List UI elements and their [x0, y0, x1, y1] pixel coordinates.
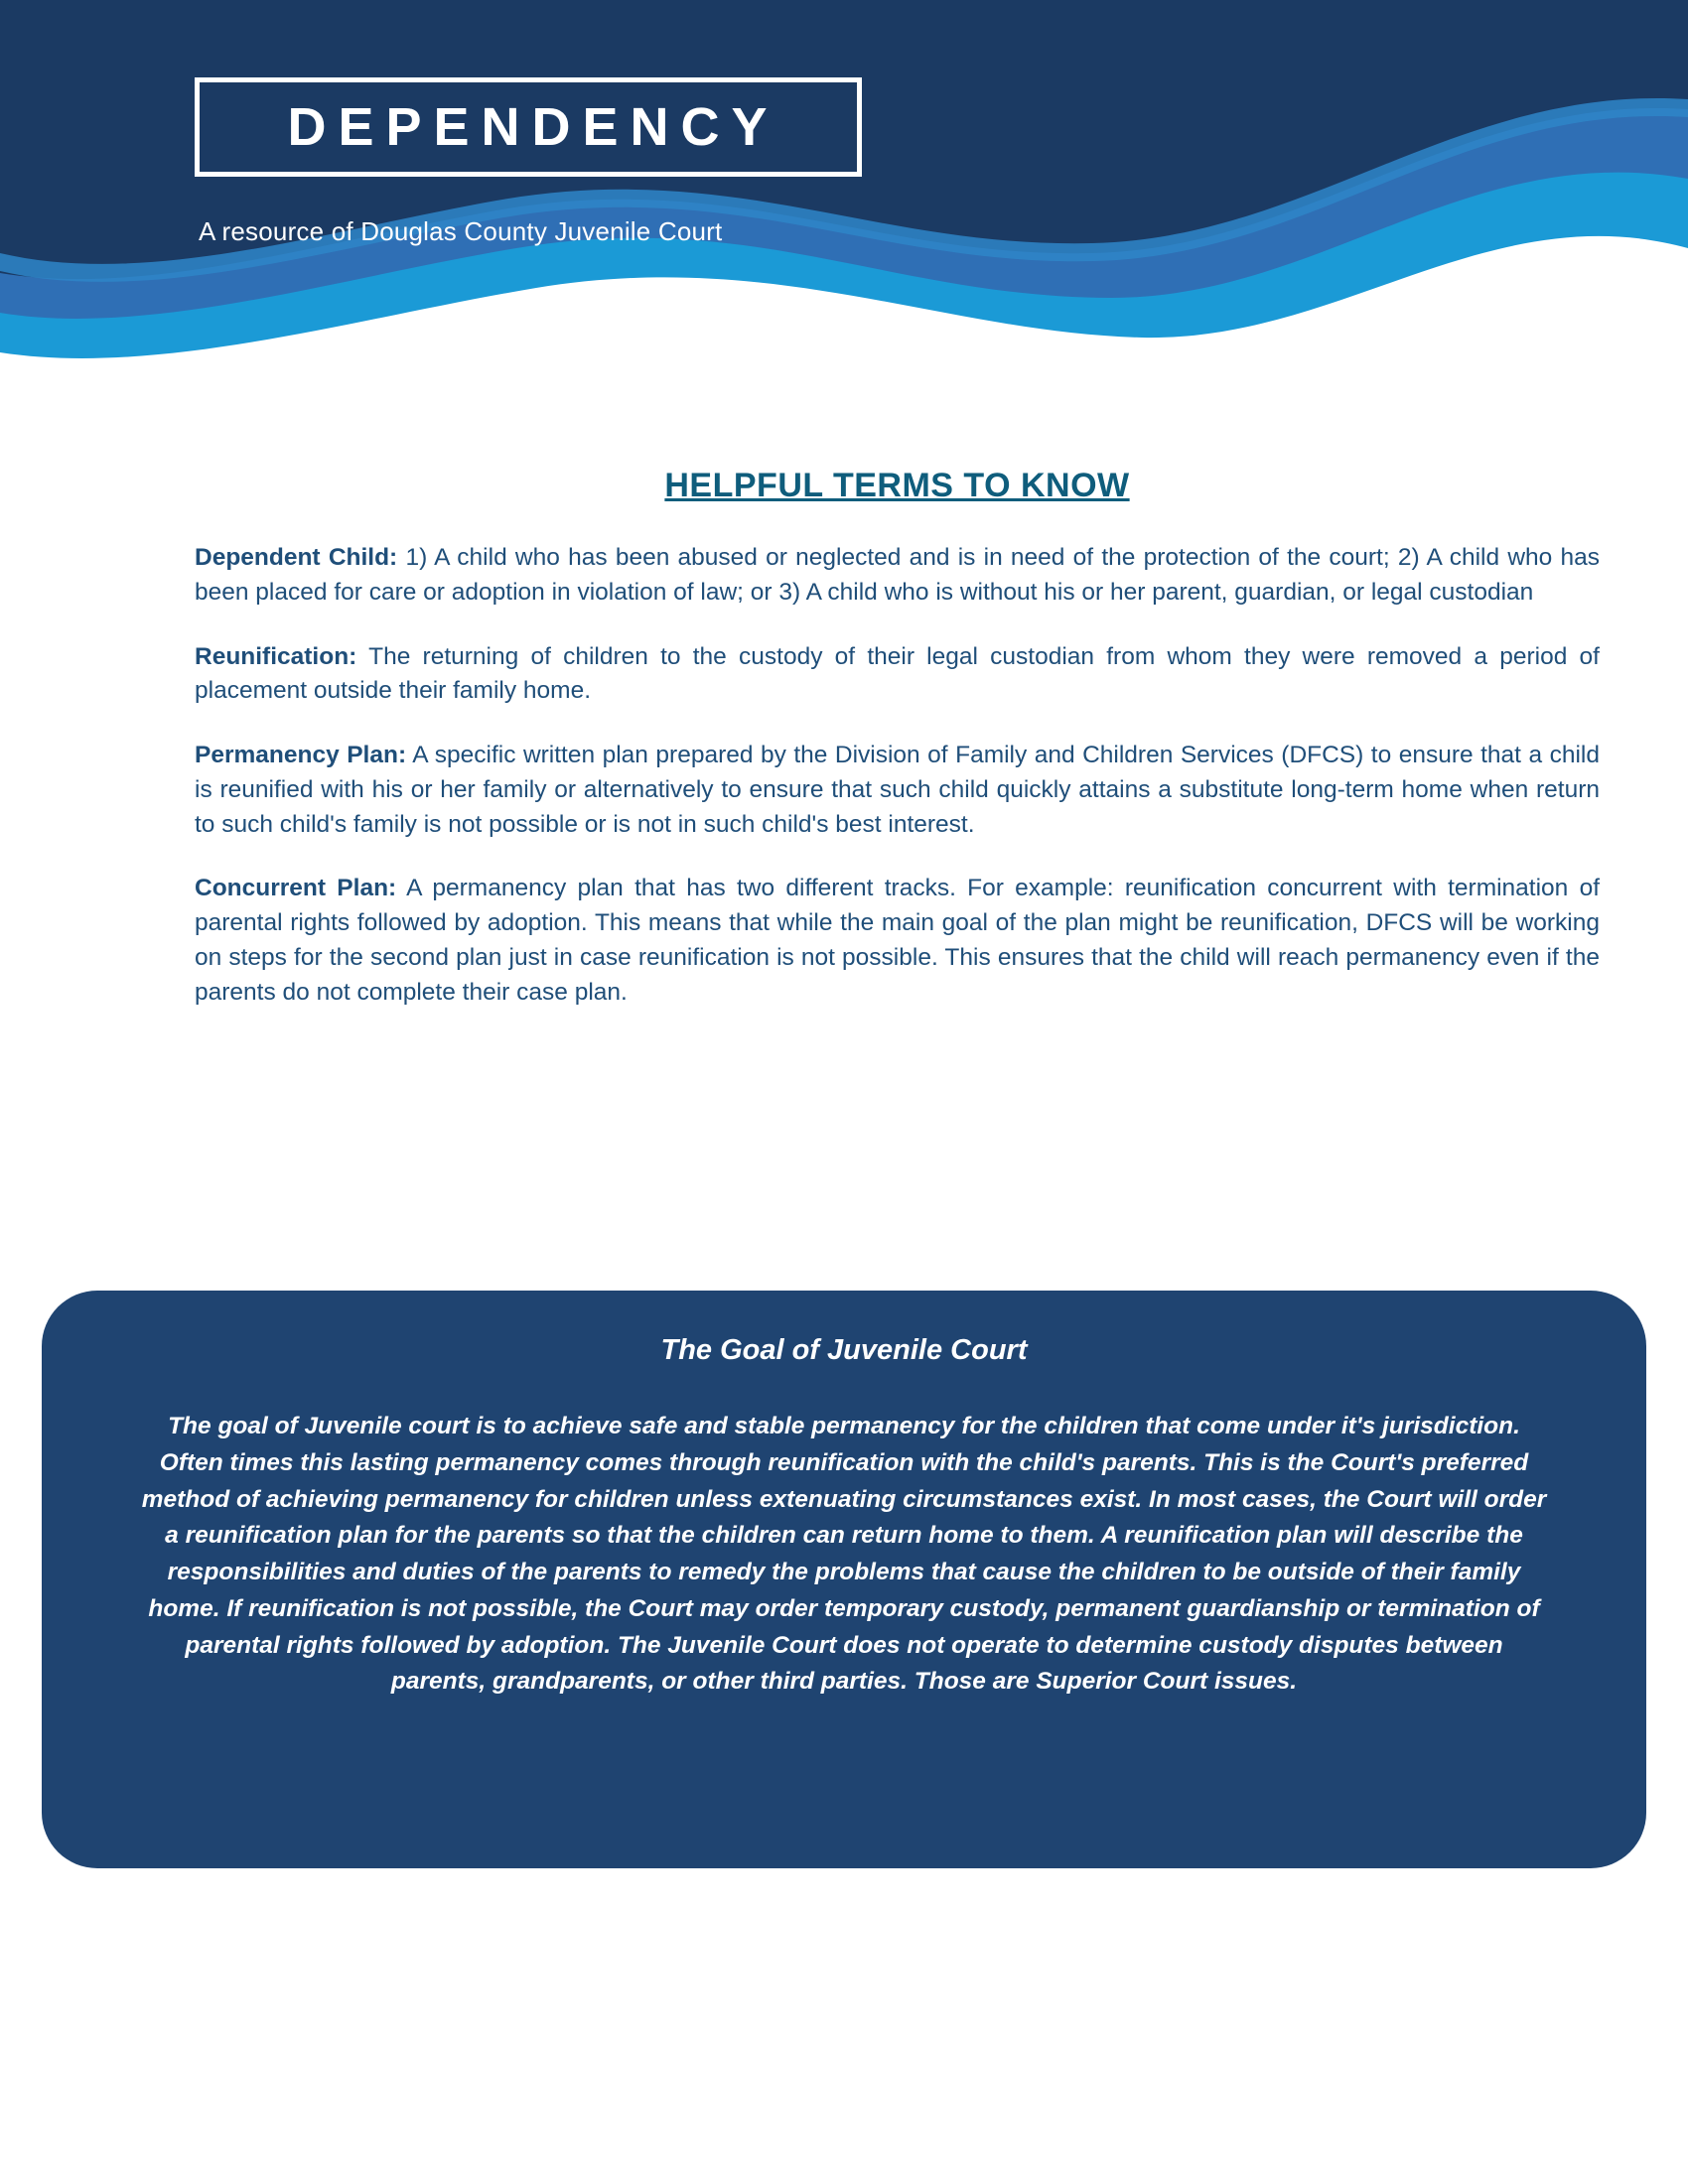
- header-wave-graphic: [0, 0, 1688, 417]
- callout-title: The Goal of Juvenile Court: [660, 1334, 1028, 1366]
- term-entry: [195, 739, 1600, 842]
- term-entry: [195, 541, 1600, 611]
- main-content: [195, 467, 1600, 1011]
- term-definition: A permanency plan that has two different tracks. For example: reunification concurrent with termination of parental rights followed by adoption. This means that while the main goal of the plan might be reunification, DFCS will be working on steps for the second plan just in case reunification is not possible. This ensures that the child will reach permanency even if the parents do not complete their case plan.: [195, 875, 1601, 1006]
- callout-body: The goal of Juvenile court is to achieve safe and stable permanency for the children that come under it's jurisdiction. Often times this lasting permanency comes through reunification with the child's parents. This is the Court's preferred method of achieving permanency for children unless extenuating circumstances exist. In most cases, the Court will order a reunification plan for the parents so that the children can return home to them. A reunification plan will describe the responsibilities and duties of the parents to remedy the problems that cause the children to be outside of their family home. If reunification is not possible, the Court may order temporary custody, permanent guardianship or termination of parental rights followed by adoption. The Juvenile Court does not operate to determine custody disputes between parents, grandparents, or other third parties. Those are Superior Court issues.: [141, 1413, 1547, 1696]
- term-entry: [195, 872, 1600, 1010]
- header-subtitle: A resource of Douglas County Juvenile Court: [199, 216, 723, 246]
- term-label: Reunification:: [195, 642, 357, 670]
- term-label: Dependent Child:: [195, 544, 398, 571]
- term-definition: The returning of children to the custody of their legal custodian from whom they were removed a period of placement outside their family home.: [195, 642, 1600, 705]
- term-label: Concurrent Plan:: [195, 875, 397, 902]
- header-banner: [0, 0, 1688, 417]
- term-label: Permanency Plan:: [195, 742, 407, 769]
- section-heading: HELPFUL TERMS TO KNOW: [664, 467, 1130, 504]
- term-definition: 1) A child who has been abused or neglected and is in need of the protection of the court; 2) A child who has been placed for care or adoption in violation of law; or 3) A child who is without his or her parent, guardian, or legal custodian: [195, 544, 1600, 606]
- term-definition: A specific written plan prepared by the Division of Family and Children Services (DFCS) to ensure that a child is reunified with his or her family or alternatively to ensure that such child quickly attains a substitute long-term home when return to such child's family is not possible or is not in such child's best interest.: [195, 742, 1600, 838]
- page-title: DEPENDENCY: [287, 97, 779, 157]
- title-box: [195, 77, 862, 177]
- term-entry: [195, 640, 1600, 710]
- goal-callout-box: [42, 1291, 1646, 1868]
